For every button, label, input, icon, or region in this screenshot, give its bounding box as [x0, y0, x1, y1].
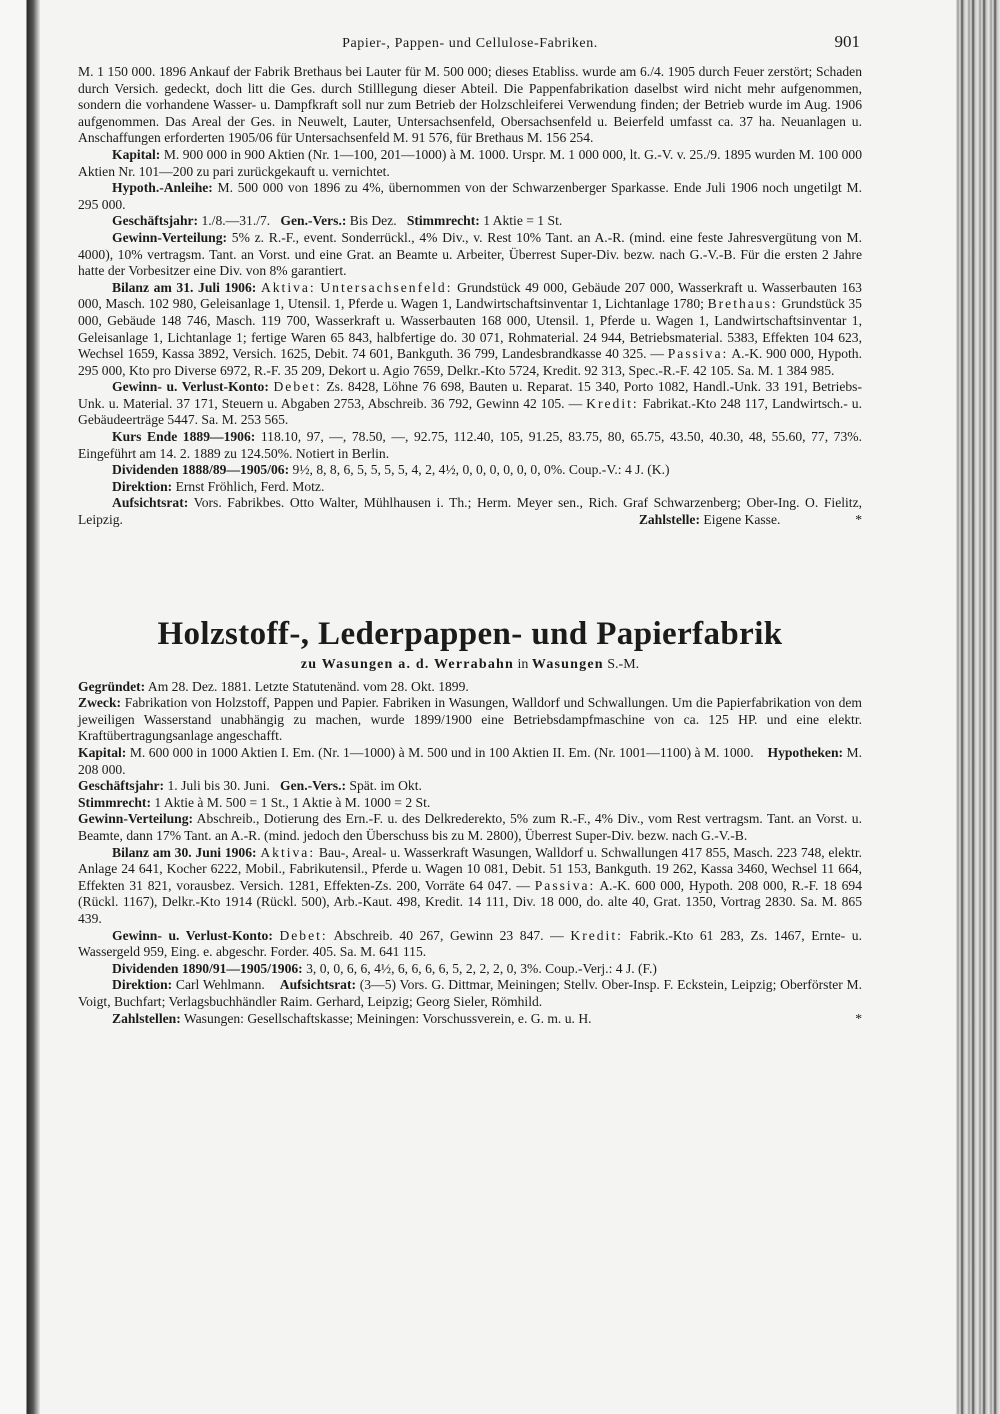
balance-sheet-paragraph: [78, 845, 862, 928]
management-label: Direktion:: [112, 478, 173, 494]
management-paragraph: [78, 479, 862, 496]
management-label: Direktion:: [112, 977, 173, 993]
management-paragraph: [78, 977, 862, 1010]
entry-end-marker: *: [855, 1010, 862, 1026]
founded-paragraph: [78, 679, 862, 696]
balance-sheet-label: Bilanz am 31. Juli 1906:: [112, 279, 257, 295]
mortgages-label: Hypotheken:: [767, 745, 844, 760]
management-text: Carl Wehlmann.: [175, 977, 265, 993]
paying-offices-label: Zahlstellen:: [112, 1010, 181, 1026]
assets-label: Aktiva:: [260, 844, 316, 860]
running-head: Papier-, Pappen- und Cellulose-Fabriken.: [342, 36, 598, 51]
dividends-paragraph: [78, 462, 862, 479]
supervisory-board-label: Aufsichtsrat:: [112, 495, 189, 511]
general-meeting-text: Bis Dez.: [349, 213, 397, 229]
company-location: zu Wasungen a. d. Werrabahn: [300, 656, 514, 672]
company-region: S.-M.: [607, 656, 640, 672]
profit-loss-label: Gewinn- u. Verlust-Konto:: [112, 927, 273, 943]
company-subtitle: [78, 655, 862, 675]
balance-liabilities-text: A.-K. 900 000, Hypoth. 295 000, Kto pro Diverse 6972, R.-F. 35 209, Dekort u. Agio 7659, Delkr.-Kto 5724, Kredit. 92 313, Spec.-R.-F. 42 105. Sa. M. 1 384 985.: [78, 346, 863, 378]
voting-right-label: Stimmrecht:: [406, 213, 480, 229]
profit-distribution-text: 5% z. R.-F., event. Sonderrückl., 4% Div., v. Rest 10% Tant. an A.-R. (mind. eine feste Jahresvergütung von M. 4000), 10% vertragsm. Tant. an Vorst. und eine Grat. an Beamte u. Arbeiter, Überrest Super-Div. bezw. nach G.-V.-B. Für die ersten 2 Jahre hatte der Vorbesitzer eine Div. von 8% garantiert.: [78, 229, 862, 279]
company-entry-continued: [78, 64, 862, 529]
mortgage-loan-text: M. 500 000 von 1896 zu 4%, übernommen von der Schwarzenberger Sparkasse. Ende Juli 1906 noch ungetilgt M. 295 000.: [78, 180, 862, 212]
credit-text: Fabrikat.-Kto 248 117, Landwirtsch.- u. Gebäudeerträge 5447. Sa. M. 253 565.: [78, 395, 862, 428]
assets-label: Aktiva:: [260, 279, 316, 295]
capital-text: M. 900 000 in 900 Aktien (Nr. 1—100, 201—1000) à M. 1000. Urspr. M. 1 000 000, lt. G.-V. v. 25./9. 1895 wurden M. 100 000 Aktien Nr. 101—200 zu pari zurückgekauft u. vernichtet.: [78, 146, 862, 179]
share-price-label: Kurs Ende 1889—1906:: [112, 429, 256, 445]
credit-label: Kredit:: [586, 395, 639, 411]
share-price-text: 118.10, 97, —, 78.50, —, 92.75, 112.40, 105, 91.25, 83.75, 80, 65.75, 43.50, 40.30, 48, 55.60, 77, 73%. Eingeführt am 14. 2. 1889 zu 124.50%. Notiert in Berlin.: [78, 429, 862, 461]
supervisory-board-paragraph: [78, 495, 862, 528]
balance-assets-text: Bau-, Areal- u. Wasserkraft Wasungen, Walldorf u. Schwallungen 417 855, Masch. 223 748, elektr. Anlage 24 641, Kocher 6222, Mobil., Fabrikutensil., Pferde u. Wagen 10 081, Debit. 51 153, Bankguth. 19 262, Kassa 3460, Wechsel 11 664, Effekten 31 821, vorausbez. Versich. 1281, Effekten-Zs. 200, Vorräte 64 047. —: [78, 844, 862, 893]
brethaus-label: Brethaus:: [707, 296, 778, 312]
profit-distribution-label: Gewinn-Verteilung:: [78, 811, 194, 827]
entry-end-marker: *: [855, 512, 862, 528]
paying-office-label: Zahlstelle:: [638, 512, 700, 528]
profit-distribution-label: Gewinn-Verteilung:: [112, 229, 228, 245]
business-year-paragraph: [78, 778, 862, 795]
capital-text: M. 600 000 in 1000 Aktien I. Em. (Nr. 1—1000) à M. 500 und in 100 Aktien II. Em. (Nr. 1001—1100) à M. 1000.: [129, 745, 754, 760]
paying-office: [605, 512, 781, 529]
balance-liabilities-text: A.-K. 600 000, Hypoth. 208 000, R.-F. 18 694 (Rückl. 1167), Delkr.-Kto 1914 (Rückl. 500), Arb.-Kaut. 498, Kredit. 14 111, Div. 18 000, do. alte 40, Grat. 1350, Vortrag 2830. Sa. M. 865 439.: [78, 877, 863, 926]
balance-assets-text-1: Grundstück 49 000, Gebäude 207 000, Wasserkraft u. Wasserbauten 163 000, Masch. 102 980, Geleisanlage 1, Utensil. 1, Pferde u. Wagen 1, Landwirtschaftsinventar 1, Lichtanlage 1780;: [78, 279, 862, 312]
founded-text: Am 28. Dez. 1881. Letzte Statutenänd. vom 28. Okt. 1899.: [147, 678, 469, 694]
balance-sheet-label: Bilanz am 30. Juni 1906:: [112, 844, 257, 860]
untersachsenfeld-label: Untersachsenfeld:: [320, 279, 453, 295]
debit-label: Debet:: [279, 927, 328, 943]
general-meeting-text: Spät. im Okt.: [349, 778, 422, 794]
business-year-paragraph: [78, 213, 862, 230]
dividends-text: 9½, 8, 8, 6, 5, 5, 5, 5, 4, 2, 4½, 0, 0, 0, 0, 0, 0, 0%. Coup.-V.: 4 J. (K.): [292, 462, 670, 478]
profit-distribution-paragraph: [78, 230, 862, 280]
business-year-text: 1. Juli bis 30. Juni.: [167, 778, 270, 794]
capital-paragraph: [78, 147, 862, 180]
profit-distribution-text: Abschreib., Dotierung des Ern.-F. u. des Delkrederekto, 5% zum R.-F., 4% Div., vom Rest vertragsm. Tant. an Vorst. u. Beamte, dann 17% Tant. an A.-R. (mind. jedoch den Überschuss bis zu M. 2800), Überrest Super-Div. bezw. nach G.-V.-B.: [78, 811, 862, 843]
business-year-label: Geschäftsjahr:: [78, 778, 165, 794]
company-subtitle-in: in: [517, 656, 529, 672]
profit-loss-paragraph: [78, 928, 862, 961]
page-content: [78, 30, 862, 1027]
balance-assets-text-2: Grundstück 35 000, Gebäude 148 746, Masch. 119 700, Wasserkraft u. Wasserbauten 168 000, Utensil. 1, Pferde u. Wagen 1, Landwirtschaftsinventar 1, Geleisanlage 1, Lichtanlage 1; fertige Waren 65 843, halbfertige do. 30 071, Rohmaterial. 24 944, Betriebsmaterial. 5383, Effekten 104 623, Wechsel 1659, Kassa 3892, Versich. 1625, Debit. 74 601, Bankguth. 36 799, Landesbrandkasse 40 325. —: [78, 296, 862, 362]
page-binding-edge-right: [956, 0, 1000, 1414]
purpose-text: Fabrikation von Holzstoff, Pappen und Papier. Fabriken in Wasungen, Walldorf und Schwallungen. Um die Papierfabrikation von dem jeweiligen Wasserstand unabhängig zu machen, wurde 1899/1900 eine Betriebsdampfmaschine von ca. 125 HP. und eine elektr. Kraftübertragungsanlage angeschafft.: [78, 695, 862, 744]
paying-offices-paragraph: [78, 1011, 862, 1028]
capital-paragraph: [78, 745, 862, 778]
dividends-label: Dividenden 1888/89—1905/06:: [112, 462, 290, 478]
mortgage-loan-paragraph: [78, 180, 862, 213]
credit-text: Fabrik.-Kto 61 283, Zs. 1467, Ernte- u. Wassergeld 959, Eing. e. abgeschr. Forder. 405. Sa. M. 641 115.: [78, 927, 862, 960]
liabilities-label: Passiva:: [534, 877, 596, 893]
founded-label: Gegründet:: [78, 678, 146, 694]
business-year-label: Geschäftsjahr:: [112, 213, 199, 229]
general-meeting-label: Gen.-Vers.:: [280, 213, 347, 229]
mortgages-text: M. 208 000.: [78, 745, 863, 777]
management-text: Ernst Fröhlich, Ferd. Motz.: [175, 478, 325, 494]
profit-loss-label: Gewinn- u. Verlust-Konto:: [112, 379, 269, 395]
debit-text: Abschreib. 40 267, Gewinn 23 847. —: [333, 927, 564, 943]
capital-label: Kapital:: [112, 146, 161, 162]
purpose-label: Zweck:: [78, 695, 122, 711]
history-paragraph: M. 1 150 000. 1896 Ankauf der Fabrik Brethaus bei Lauter für M. 500 000; dieses Etabliss. wurde am 6./4. 1905 durch Feuer zerstört; Schaden durch Versich. gedeckt, doch litt die Ges. durch Stilllegung dieser Abteil. Die Pappenfabrikation daselbst wird nicht mehr aufgenommen, sondern die vorhandene Wasser- u. Dampfkraft soll nur zum Betrieb der Holzschleiferei Verwendung finden; der Betrieb wurde im Aug. 1906 aufgenommen. Das Areal der Ges. in Neuwelt, Lauter, Untersachsenfeld, Obersachsenfeld u. Beierfeld umfasst ca. 37 ha. Neuanlagen u. Anschaffungen erforderten 1905/06 für Untersachsenfeld M. 91 576, für Brethaus M. 156 254.: [78, 64, 862, 146]
profit-loss-paragraph: [78, 379, 862, 429]
mortgage-loan-label: Hypoth.-Anleihe:: [112, 180, 213, 196]
voting-right-paragraph: [78, 795, 862, 812]
general-meeting-label: Gen.-Vers.:: [280, 778, 346, 794]
liabilities-label: Passiva:: [667, 346, 729, 362]
dividends-text: 3, 0, 0, 6, 6, 4½, 6, 6, 6, 6, 5, 2, 2, 2, 0, 3%. Coup.-Verj.: 4 J. (F.): [306, 960, 657, 976]
balance-sheet-paragraph: [78, 280, 862, 380]
voting-right-label: Stimmrecht:: [78, 794, 151, 810]
page-header: [78, 30, 862, 54]
company-entry: [78, 615, 862, 1027]
share-price-paragraph: [78, 429, 862, 462]
dividends-label: Dividenden 1890/91—1905/1906:: [112, 960, 303, 976]
paying-offices-text: Wasungen: Gesellschaftskasse; Meiningen: Vorschussverein, e. G. m. u. H.: [183, 1010, 592, 1026]
supervisory-board-text: Vors. Fabrikbes. Otto Walter, Mühlhausen i. Th.; Herm. Meyer sen., Rich. Graf Schwarzenberg; Ober-Ing. O. Fielitz, Leipzig.: [78, 495, 862, 528]
dividends-paragraph: [78, 961, 862, 978]
page-number: 901: [834, 32, 860, 51]
supervisory-board-label: Aufsichtsrat:: [279, 977, 357, 993]
business-year-text: 1./8.—31./7.: [201, 213, 271, 229]
credit-label: Kredit:: [570, 927, 623, 943]
voting-right-text: 1 Aktie = 1 St.: [483, 213, 563, 229]
profit-distribution-paragraph: [78, 811, 862, 844]
voting-right-text: 1 Aktie à M. 500 = 1 St., 1 Aktie à M. 1000 = 2 St.: [154, 794, 431, 810]
company-city: Wasungen: [531, 656, 604, 672]
capital-label: Kapital:: [78, 745, 127, 760]
supervisory-board-text: (3—5) Vors. G. Dittmar, Meiningen; Stellv. Ober-Insp. F. Eckstein, Leipzig; Oberförster M. Voigt, Buchfart; Verlagsbuchhändler Raim. Gerhard, Leipzig; Georg Sieler, Römhild.: [78, 977, 863, 1009]
debit-label: Debet:: [273, 379, 322, 395]
purpose-paragraph: [78, 695, 862, 745]
page-binding-edge-left: [0, 0, 40, 1414]
paying-office-text: Eigene Kasse.: [703, 512, 781, 528]
debit-text: Zs. 8428, Löhne 76 698, Bauten u. Reparat. 15 340, Porto 1082, Handl.-Unk. 33 191, Betriebs-Unk. u. Material. 37 171, Steuern u. Abgaben 2753, Abschreib. 36 792, Gewinn 42 105. —: [78, 379, 863, 411]
company-title: Holzstoff-, Lederpappen- und Papierfabrik: [157, 615, 783, 652]
